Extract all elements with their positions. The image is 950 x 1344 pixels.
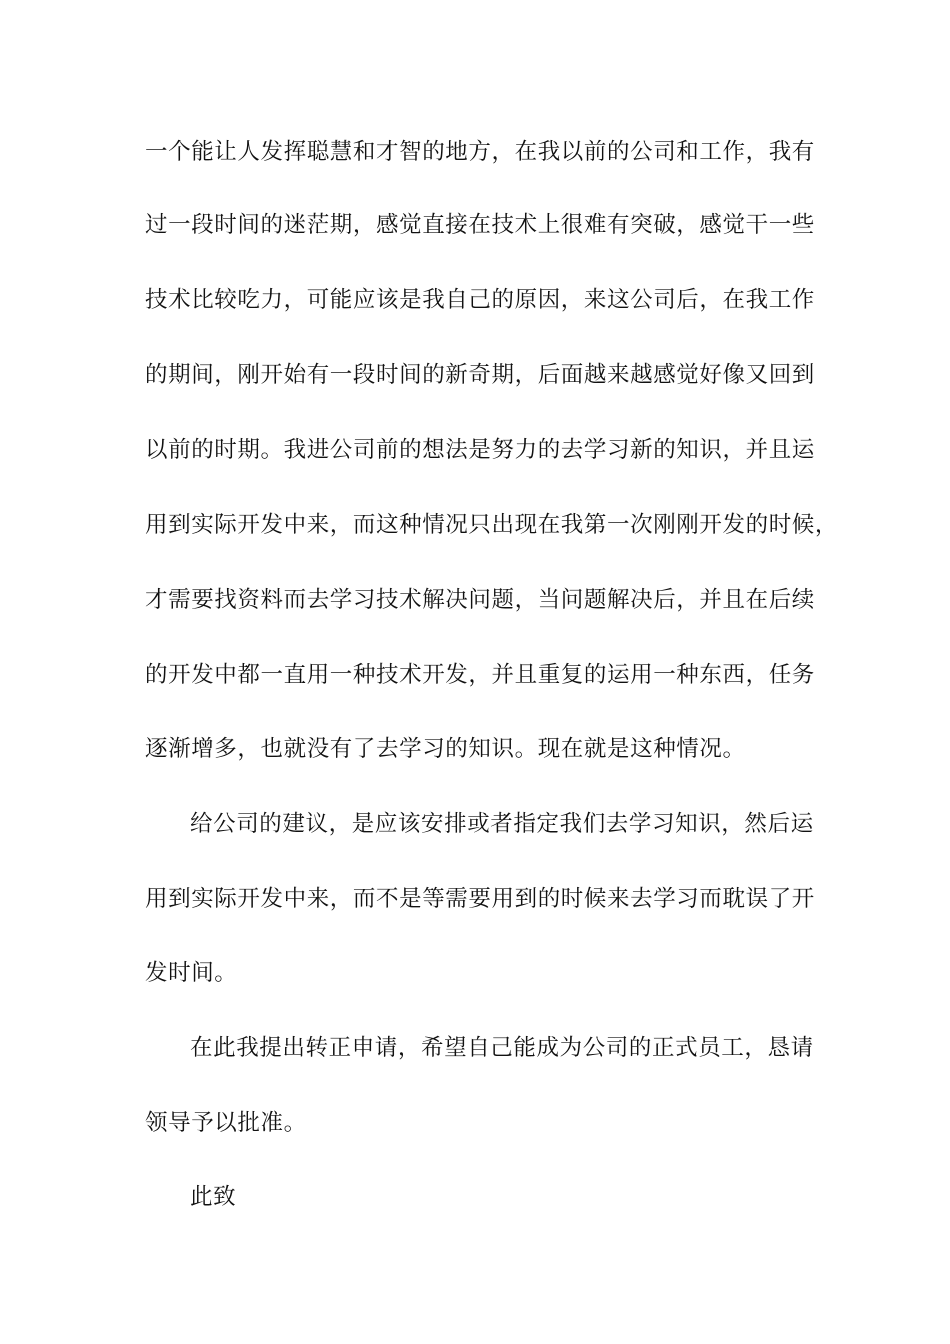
paragraph-line: 逐渐增多，也就没有了去学习的知识。现在就是这种情况。 [145,736,746,762]
paragraph-line: 一个能让人发挥聪慧和才智的地方，在我以前的公司和工作，我有 [145,139,815,165]
paragraph-line: 技术比较吃力，可能应该是我自己的原因，来这公司后，在我工作 [145,287,815,313]
paragraph-line: 用到实际开发中来，而这种情况只出现在我第一次刚刚开发的时候， [145,512,839,538]
paragraph-line: 给公司的建议，是应该安排或者指定我们去学习知识，然后运 [190,811,814,837]
paragraph-line: 用到实际开发中来，而不是等需要用到的时候来去学习而耽误了开 [145,886,815,912]
paragraph-line: 以前的时期。我进公司前的想法是努力的去学习新的知识，并且运 [145,437,815,463]
paragraph-line: 领导予以批准。 [145,1110,307,1136]
closing-salutation: 此致 [190,1184,237,1210]
paragraph-line: 才需要找资料而去学习技术解决问题，当问题解决后，并且在后续 [145,587,815,613]
paragraph-line: 的期间，刚开始有一段时间的新奇期，后面越来越感觉好像又回到 [145,362,815,388]
paragraph-line: 在此我提出转正申请，希望自己能成为公司的正式员工，恳请 [190,1035,814,1061]
paragraph-line: 发时间。 [145,960,238,986]
paragraph-line: 的开发中都一直用一种技术开发，并且重复的运用一种东西，任务 [145,662,815,688]
paragraph-line: 过一段时间的迷茫期，感觉直接在技术上很难有突破，感觉干一些 [145,212,815,238]
